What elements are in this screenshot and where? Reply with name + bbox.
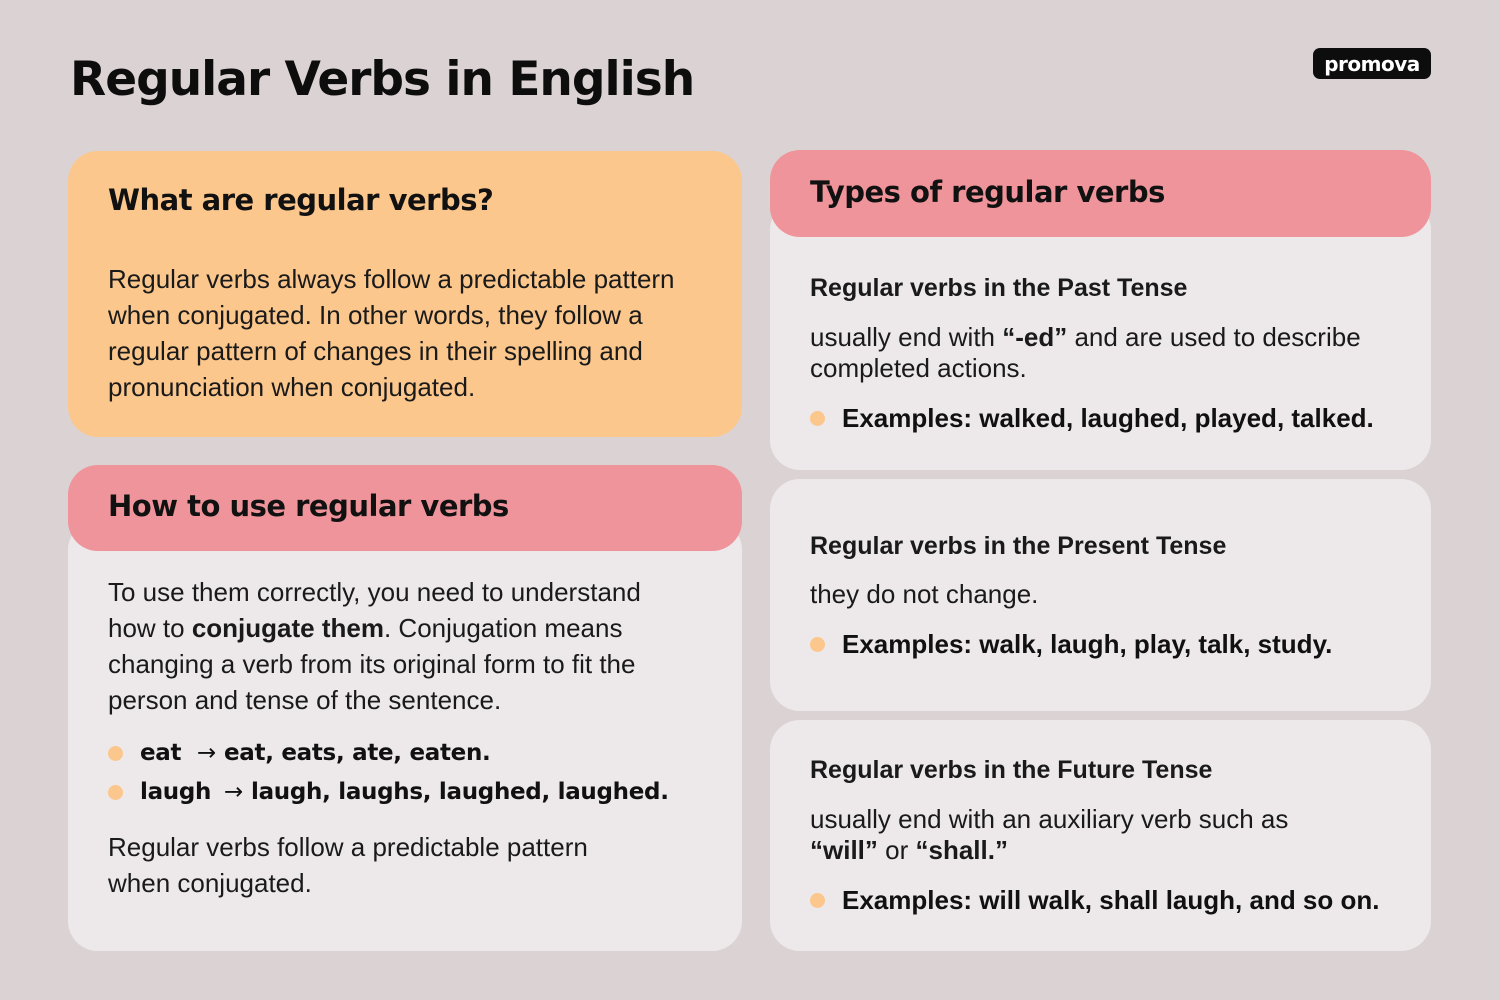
page-title: Regular Verbs in English [70, 52, 695, 107]
future-examples [810, 885, 1379, 916]
bullet-dot [810, 637, 825, 652]
past-examples [810, 403, 1374, 434]
examples-text: walk, laugh, play, talk, study. [972, 629, 1333, 659]
what-card-line: Regular verbs always follow a predictable pattern [108, 264, 675, 294]
past-line1-bold: “-ed” [1002, 322, 1068, 352]
how-closing-line: when conjugated. [108, 868, 312, 898]
arrow-icon: → [197, 740, 216, 766]
future-tense-title: Regular verbs in the Future Tense [810, 756, 1213, 784]
examples-label: Examples: [842, 885, 973, 915]
what-card-line: when conjugated. In other words, they follow a [108, 300, 643, 330]
verb-base: eat [140, 740, 182, 766]
future-line [810, 835, 1410, 866]
what-card-line: regular pattern of changes in their spelling and [108, 336, 643, 366]
how-line2-prefix: how to [108, 613, 192, 643]
what-card-line: pronunciation when conjugated. [108, 372, 476, 402]
verb-forms: eat, eats, ate, eaten. [223, 740, 491, 766]
verb-base: laugh [140, 779, 212, 805]
how-line2-suffix: . Conjugation means [383, 613, 623, 643]
what-card [68, 151, 742, 437]
how-card-line: person and tense of the sentence. [108, 685, 502, 715]
promova-logo: promova [1313, 48, 1431, 79]
future-or: or [877, 835, 916, 865]
present-examples [810, 629, 1332, 660]
how-card-closing [108, 829, 728, 901]
what-card-text [108, 261, 728, 405]
future-line: usually end with an auxiliary verb such as [810, 804, 1289, 834]
types-card-header [770, 150, 1431, 237]
future-shall: “shall.” [915, 835, 1008, 865]
examples-text: will walk, shall laugh, and so on. [972, 885, 1380, 915]
verb-example-row [108, 779, 669, 805]
how-closing-line: Regular verbs follow a predictable pattern [108, 832, 588, 862]
past-line1-suffix: and are used to describe [1067, 322, 1361, 352]
future-will: “will” [810, 835, 878, 865]
how-card-line: To use them correctly, you need to understand [108, 577, 641, 607]
bullet-dot [108, 785, 123, 800]
present-tense-text: they do not change. [810, 579, 1039, 609]
past-line [810, 322, 1410, 353]
examples-label: Examples: [842, 629, 973, 659]
past-line: completed actions. [810, 353, 1027, 383]
examples-label: Examples: [842, 403, 973, 433]
verb-forms: laugh, laughs, laughed, laughed. [250, 779, 669, 805]
bullet-dot [108, 746, 123, 761]
bullet-dot [810, 893, 825, 908]
examples-text: walked, laughed, played, talked. [972, 403, 1374, 433]
what-card-heading: What are regular verbs? [108, 183, 494, 217]
past-tense-text [810, 322, 1410, 384]
how-card-line: changing a verb from its original form to fit the [108, 649, 636, 679]
bullet-dot [810, 411, 825, 426]
how-card-line [108, 610, 728, 646]
past-line1-prefix: usually end with [810, 322, 1003, 352]
how-card-text [108, 574, 728, 718]
future-tense-text [810, 804, 1410, 866]
how-card-heading: How to use regular verbs [108, 489, 509, 523]
how-card-header [68, 465, 742, 551]
past-tense-title: Regular verbs in the Past Tense [810, 274, 1188, 302]
arrow-icon: → [224, 779, 243, 805]
present-tense-title: Regular verbs in the Present Tense [810, 532, 1227, 560]
types-card-heading: Types of regular verbs [810, 175, 1165, 209]
how-line2-bold: conjugate them [191, 613, 384, 643]
verb-example-row [108, 740, 490, 766]
